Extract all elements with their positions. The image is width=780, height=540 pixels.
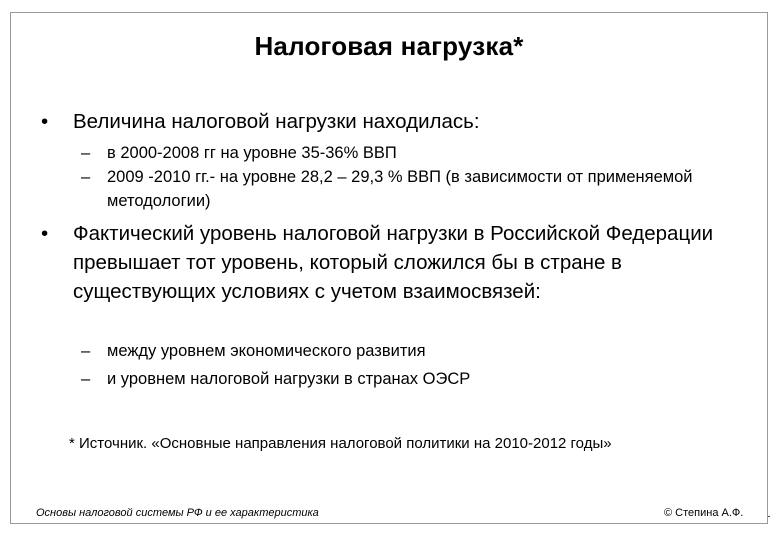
footer-copyright: © Степина А.Ф.	[660, 507, 747, 519]
bullet-text: Величина налоговой нагрузки находилась:	[73, 110, 480, 133]
source-note: * Источник. «Основные направления налоговой политики на 2010-2012 годы»	[69, 435, 612, 452]
bullet-item-2	[41, 219, 741, 306]
subitem-text: и уровнем налоговой нагрузки в странах ОЭСР	[107, 370, 471, 388]
bullet-marker: •	[41, 222, 49, 245]
subitem-2-2	[81, 367, 721, 391]
subitem-2-1	[81, 339, 721, 363]
subitem-text: в 2000-2008 гг на уровне 35-36% ВВП	[107, 144, 397, 162]
bullet-item-1	[41, 107, 741, 136]
slide-title: Налоговая нагрузка*	[254, 31, 524, 61]
dash-marker: –	[81, 370, 91, 388]
bullet-text: Фактический уровень налоговой нагрузки в Российской Федерации превышает тот уровень, который сложился бы в стране в существующих условиях с учетом взаимосвязей:	[73, 222, 714, 303]
slide	[10, 12, 768, 524]
subitem-text: 2009 -2010 гг.- на уровне 28,2 – 29,3 % ВВП (в зависимости от применяемой методологии)	[107, 168, 693, 210]
dash-marker: –	[81, 168, 91, 186]
bullet-marker: •	[41, 110, 49, 133]
dash-marker: –	[81, 144, 91, 162]
subitem-1-1	[81, 141, 721, 165]
subitem-text: между уровнем экономического развития	[107, 342, 426, 360]
subitem-1-2	[81, 165, 721, 213]
dash-marker: –	[81, 342, 91, 360]
footer-left-text: Основы налоговой системы РФ и ее характеристика	[30, 507, 325, 519]
